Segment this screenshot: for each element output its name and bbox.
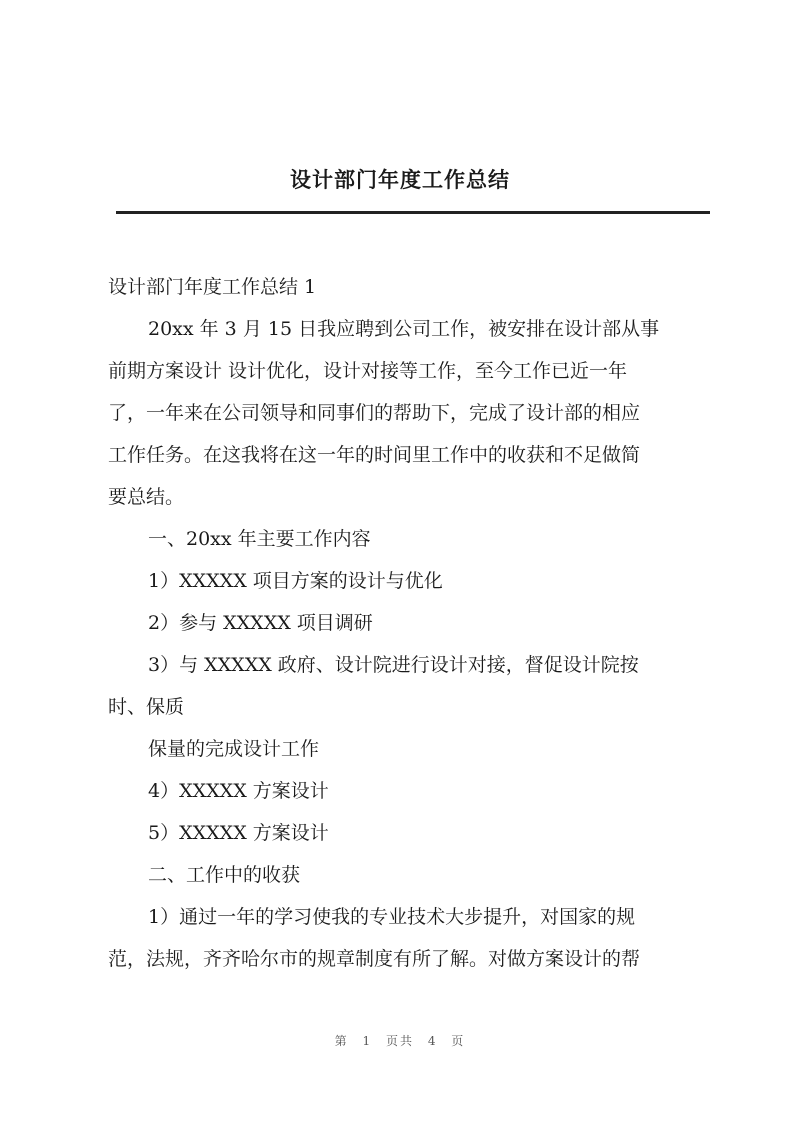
body-line: 范，法规，齐齐哈尔市的规章制度有所了解。对做方案设计的帮 bbox=[108, 948, 641, 970]
body-line: 5）XXXXX 方案设计 bbox=[148, 822, 329, 844]
title-underline bbox=[116, 211, 710, 214]
footer-prefix: 第 bbox=[334, 1034, 349, 1048]
page-footer bbox=[0, 1032, 800, 1049]
body-line: 前期方案设计 设计优化，设计对接等工作，至今工作已近一年 bbox=[108, 360, 628, 382]
body-line: 工作任务。在这我将在这一年的时间里工作中的收获和不足做简 bbox=[108, 444, 641, 466]
body-line: 保量的完成设计工作 bbox=[148, 738, 320, 760]
body-line: 二、工作中的收获 bbox=[148, 864, 301, 886]
body-line: 一、20xx 年主要工作内容 bbox=[148, 528, 371, 550]
body-line: 1）通过一年的学习使我的专业技术大步提升，对国家的规 bbox=[148, 906, 636, 928]
footer-middle: 页共 bbox=[385, 1034, 414, 1048]
body-line: 时、保质 bbox=[108, 696, 185, 718]
body-line: 2）参与 XXXXX 项目调研 bbox=[148, 612, 373, 634]
body-line: 要总结。 bbox=[108, 486, 185, 508]
footer-suffix: 页 bbox=[451, 1034, 466, 1048]
body-line: 1）XXXXX 项目方案的设计与优化 bbox=[148, 570, 443, 592]
document-title: 设计部门年度工作总结 bbox=[290, 168, 510, 192]
body-line: 4）XXXXX 方案设计 bbox=[148, 780, 329, 802]
document-body bbox=[108, 272, 718, 986]
footer-total-pages: 4 bbox=[427, 1034, 438, 1048]
body-line: 3）与 XXXXX 政府、设计院进行设计对接，督促设计院按 bbox=[148, 654, 639, 676]
body-line: 设计部门年度工作总结 1 bbox=[108, 276, 317, 298]
footer-page-number: 1 bbox=[362, 1034, 373, 1048]
body-line: 了，一年来在公司领导和同事们的帮助下，完成了设计部的相应 bbox=[108, 402, 641, 424]
body-line: 20xx 年 3 月 15 日我应聘到公司工作，被安排在设计部从事 bbox=[148, 318, 660, 340]
